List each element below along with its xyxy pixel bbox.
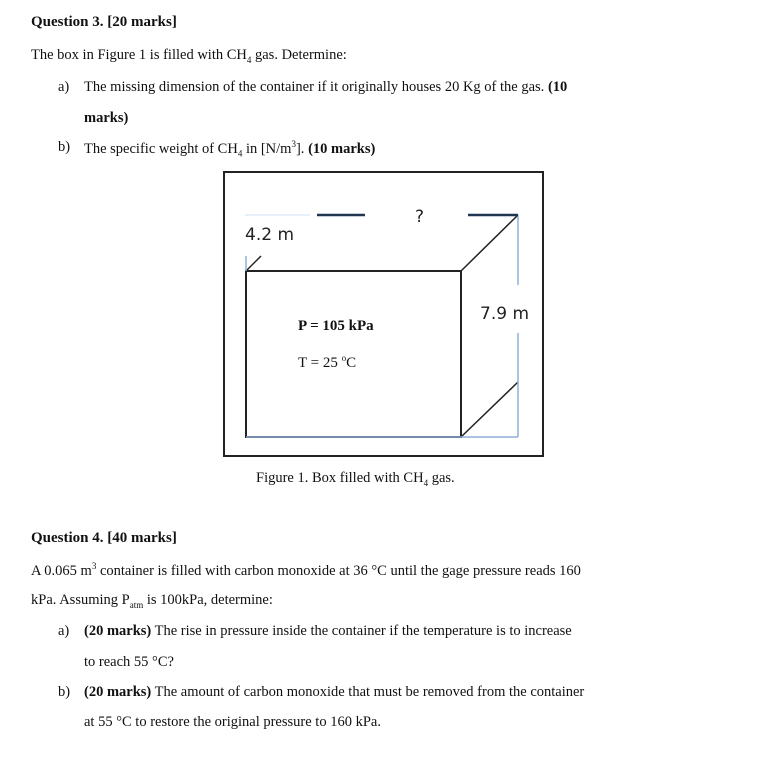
question-3a-text: The missing dimension of the container if it originally houses 20 Kg of the gas. (10 xyxy=(84,79,568,95)
temperature-label: T = 25 $^o$C xyxy=(298,353,357,371)
question-3-heading: Question 3. [20 marks] xyxy=(31,14,177,30)
figure-1 xyxy=(223,171,544,457)
question-4-line-2: kPa. Assuming $P_{atm}$ is 100kPa, determine: xyxy=(31,592,273,610)
pressure-label: P = 105 kPa xyxy=(298,318,374,334)
question-3a-marker: a) xyxy=(58,79,70,95)
height-label: 7.9 m xyxy=(480,304,529,324)
question-4b-text: (20 marks) The amount of carbon monoxide that must be removed from the container xyxy=(84,684,585,700)
question-3-intro: The box in Figure 1 is filled with $CH_4$ gas. Determine: xyxy=(31,47,347,65)
question-3b-text: The specific weight of $CH_4$ in $[N/m^3]$. (10 marks) xyxy=(84,139,376,159)
question-4a-text-cont: to reach 55 °C? xyxy=(84,654,174,670)
question-4-heading: Question 4. [40 marks] xyxy=(31,530,177,546)
question-4a-marker: a) xyxy=(58,623,70,639)
question-4a-text: (20 marks) The rise in pressure inside the container if the temperature is to increase xyxy=(84,623,572,639)
missing-width-label: ? xyxy=(415,207,425,227)
question-4-line-1: A 0.065 $m^3$ container is filled with carbon monoxide at 36 °C until the gage pressure reads 160 xyxy=(31,561,581,579)
depth-label: 4.2 m xyxy=(245,225,294,245)
figure-caption: Figure 1. Box filled with $CH_4$ gas. xyxy=(256,470,455,488)
question-3b-marker: b) xyxy=(58,139,71,155)
question-4b-text-cont: at 55 °C to restore the original pressure to 160 kPa. xyxy=(84,714,381,730)
question-3a-marks: marks) xyxy=(84,110,129,126)
question-4b-marker: b) xyxy=(58,684,71,700)
